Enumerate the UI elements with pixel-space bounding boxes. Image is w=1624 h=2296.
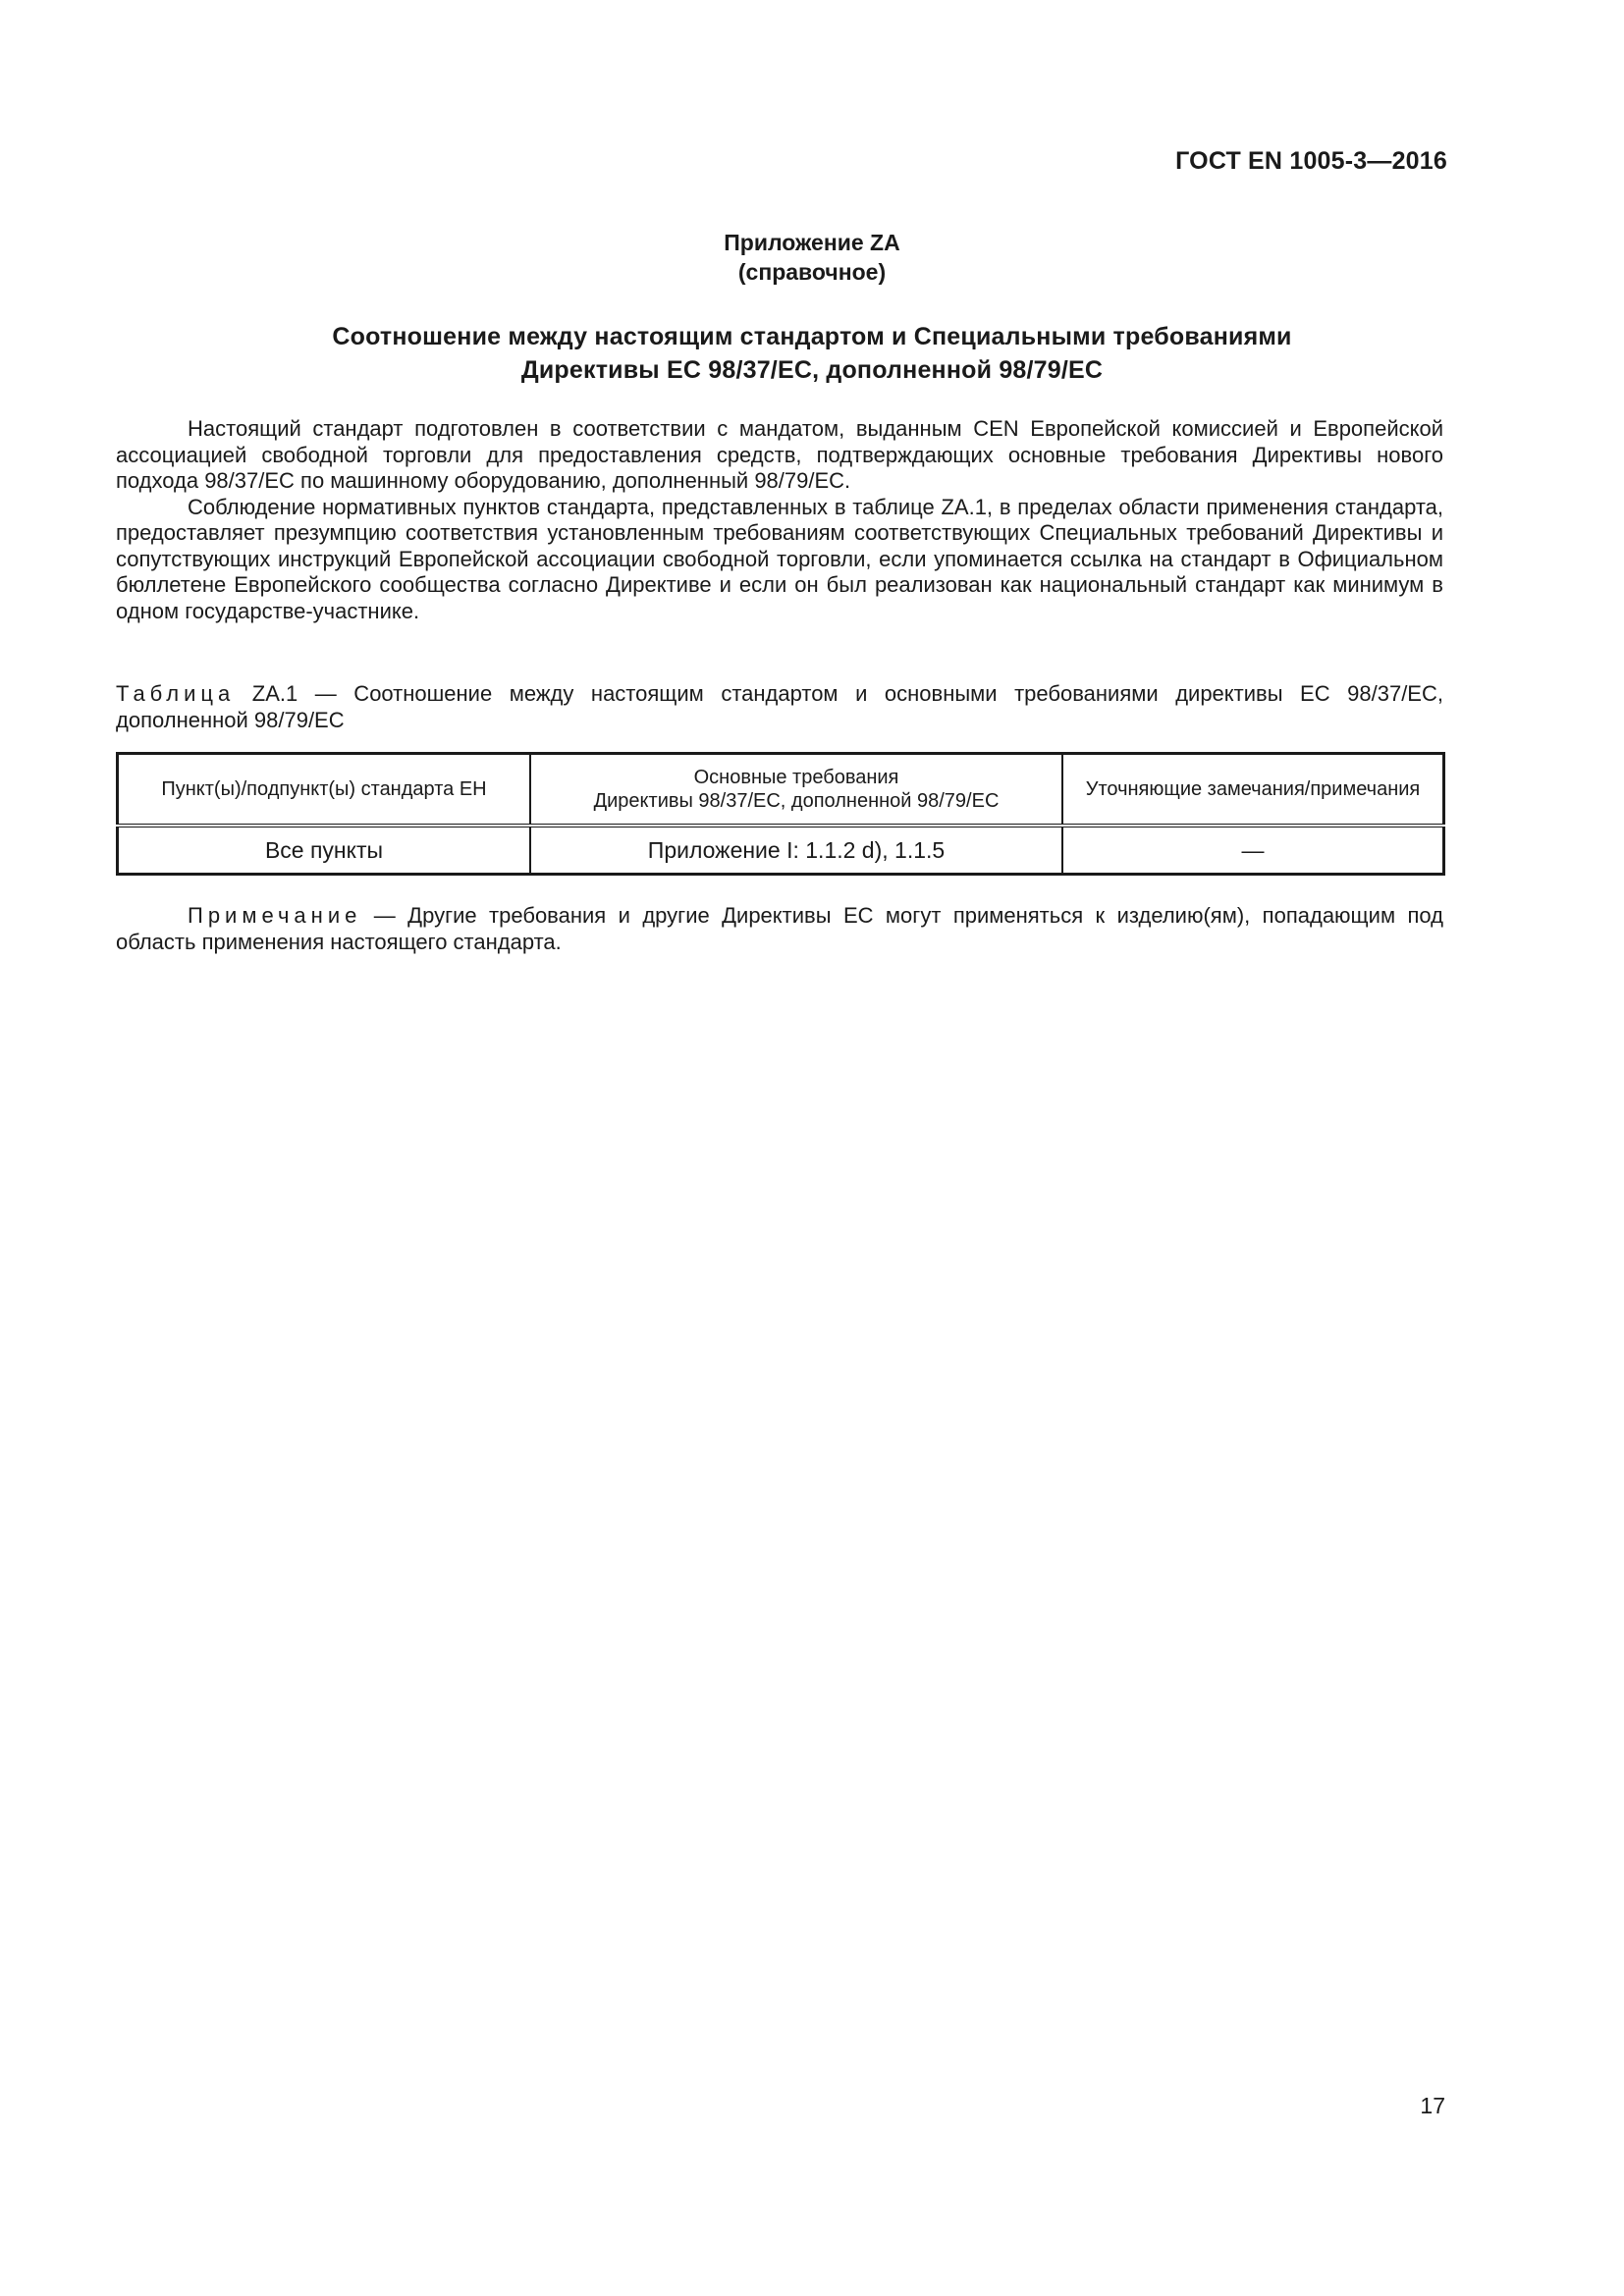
table-note	[116, 903, 1443, 955]
header-requirements	[530, 754, 1062, 827]
annex-type: (справочное)	[737, 259, 887, 285]
body-text	[116, 416, 1443, 624]
annex-title-line2: Директивы ЕС 98/37/ЕС, дополненной 98/79/ЕС	[520, 356, 1104, 384]
page-number: 17	[1420, 2093, 1445, 2118]
header-clauses: Пункт(ы)/подпункт(ы) стандарта ЕН	[118, 754, 531, 827]
header-requirements-line1: Основные требования	[693, 767, 899, 788]
document-id: ГОСТ EN 1005-3—2016	[1175, 147, 1447, 175]
paragraph-1: Настоящий стандарт подготовлен в соответствии с мандатом, выданным CEN Европейской комиссией и Европейской ассоциацией свободной торговли для предоставления средств, подтверждающих основные требования Директивы нового подхода 98/37/ЕС по машинному оборудованию, дополненный 98/79/ЕС.	[116, 416, 1443, 493]
annex-title-line1: Соотношение между настоящим стандартом и Специальными требованиями	[332, 323, 1292, 350]
table-caption-label: Таблица	[116, 681, 236, 706]
note-text: — Другие требования и другие Директивы ЕС могут применяться к изделию(ям), попадающим под область применения настоящего стандарта.	[116, 903, 1443, 954]
cell-requirements: Приложение I: 1.1.2 d), 1.1.5	[530, 826, 1062, 875]
note-label: Примечание	[188, 903, 362, 928]
header-requirements-line2: Директивы 98/37/ЕС, дополненной 98/79/ЕС	[593, 790, 1000, 812]
table-row	[118, 826, 1444, 875]
header-remarks: Уточняющие замечания/примечания	[1062, 754, 1444, 827]
correspondence-table	[116, 752, 1445, 876]
annex-heading	[0, 228, 1624, 287]
paragraph-2: Соблюдение нормативных пунктов стандарта, представленных в таблице ZA.1, в пределах области применения стандарта, предоставляет презумпцию соответствия установленным требованиям соответствующих Специальных требований Директивы и сопутствующих инструкций Европейской ассоциации свободной торговли, если упоминается ссылка на стандарт в Официальном бюллетене Европейского сообщества согласно Директиве и если он был реализован как национальный стандарт как минимум в одном государстве-участнике.	[116, 494, 1443, 623]
table-header-row	[118, 754, 1444, 827]
table-caption-text: ZA.1 — Соотношение между настоящим стандартом и основными требованиями директивы ЕС 98/37/ЕС, дополненной 98/79/ЕС	[116, 681, 1443, 732]
table-caption	[116, 681, 1443, 733]
cell-clauses: Все пункты	[118, 826, 531, 875]
cell-remarks: —	[1062, 826, 1444, 875]
annex-label: Приложение ZA	[724, 230, 900, 255]
annex-title	[0, 320, 1624, 387]
